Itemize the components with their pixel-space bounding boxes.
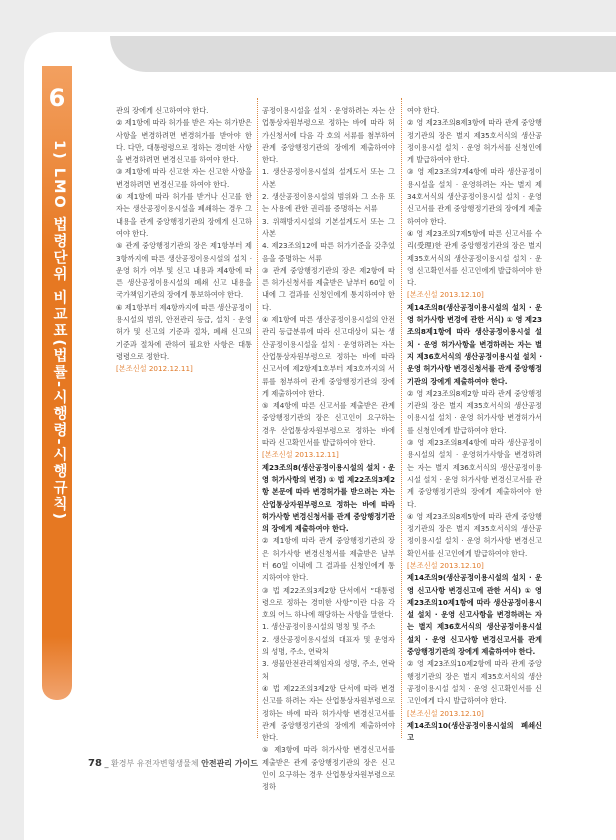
page-footer [88,758,258,769]
article-paragraph: 제14조의8(생산공정이용시설의 설치 · 운영 허가사항 변경에 관한 서식) ① 영 제23조의8제1항에 따라 생산공정이용시설 설치 · 운영 허가사항을 변경하려는 자는 별지 제36호서식의 생산공정이용시설 설치 · 운영 허가사항 변경신청서를 관계 중앙행정기관의 장에게 제출하여야 한다. [407,302,542,386]
paragraph: 4. 제23조의12에 따른 허가기준을 갖추었음을 증명하는 서류 [262,241,395,263]
amendment-note: [본조신설 2013.12.10] [407,560,484,570]
paragraph: ③ 제1항에 따라 신고한 자는 신고한 사항을 변경하려면 변경신고를 하여야 한다. [116,167,252,189]
paragraph: 공정이용시설을 설치 · 운영하려는 자는 산업통상자원부령으로 정하는 바에 따라 허가신청서에 다음 각 호의 서류를 첨부하여 관계 중앙행정기관의 장에게 제출하여야 한다. [262,106,395,165]
article-paragraph: 제14조의9(생산공정이용시설의 설치 · 운영 신고사항 변경신고에 관한 서식) ① 영 제23조의10제1항에 따라 생산공정이용시설 설치 · 운영 신고사항을 변경하려는 자는 별지 제36호서식의 생산공정이용시설 설치 · 운영 신고사항 변경신고서를 관계 중앙행정기관의 장에게 제출하여야 한다. [407,573,542,657]
article-paragraph: 제23조의8(생산공정이용시설의 설치 · 운영 허가사항의 변경) ① 법 제22조의3제2항 본문에 따라 변경허가를 받으려는 자는 산업통상자원부령으로 정하는 바에 따라 허가사항 변경신청서를 관계 중앙행정기관의 장에게 제출하여야 한다. [262,462,395,534]
amendment-note: [본조신설 2012.12.11] [116,364,193,374]
paragraph: ② 제1항에 따라 허가를 받은 자는 허가받은 사항을 변경하려면 변경허가를 받아야 한다. 다만, 대통령령으로 정하는 경미한 사항을 변경하려면 변경신고를 하여야 한다. [116,118,252,165]
paragraph: ④ 법 제22조의3제2항 단서에 따라 변경신고를 하려는 자는 산업통상자원부령으로 정하는 바에 따라 허가사항 변경신고서를 관계 중앙행정기관의 장에게 제출하여야 한다. [262,683,395,743]
paragraph: 3. 위해방지시설의 기본설계도서 또는 그 사본 [262,216,395,238]
column-law [116,105,252,376]
amendment-note: [본조신설 2013.12.10] [407,708,484,718]
column-divider [401,98,402,738]
page-number: 78 [88,758,102,769]
paragraph: 1. 생산공정이용시설의 명칭 및 주소 [262,622,376,632]
footer-publication: 환경부 유전자변형생물체 [111,759,199,768]
paragraph: 2. 생산공정이용시설의 대표자 및 운영자의 성명, 주소, 연락처 [262,634,395,657]
paragraph: ④ 영 제23조의7제5항에 따른 신고서를 수리(受理)한 관계 중앙행정기관의 장은 별지 제35호서식의 생산공정이용시설 설치 · 운영 신고확인서를 신고인에게 발급하여야 한다. [407,228,542,288]
amendment-note: [본조신설 2013.12.10] [407,290,484,300]
paragraph: 여야 한다. [407,106,440,115]
header-band [110,36,616,72]
paragraph: 3. 생물안전관리책임자의 성명, 주소, 연락처 [262,659,395,681]
column-decree [262,105,395,794]
paragraph: ④ 영 제23조의8제5항에 따라 관계 중앙행정기관의 장은 별지 제35호서식의 생산공정이용시설 설치 · 운영 허가사항 변경신고 확인서를 신고인에게 발급하여야 한다. [407,511,542,558]
paragraph: ③ 영 제23조의8제4항에 따라 생산공정이용시설의 설치 · 운영허가사항을 변경하려는 자는 별지 제36호서식의 생산공정이용시설 설치 · 운영 허가사항 변경신고서를 관계 중앙행정기관의 장에게 제출하여야 한다. [407,438,542,509]
paragraph: ② 영 제23조의10제2항에 따라 관계 중앙행정기관의 장은 별지 제35호서식의 생산공정이용시설 설치 · 운영 신고확인서를 신고인에게 다시 발급하여야 한다. [407,659,542,706]
paragraph: ② 제1항에 따라 관계 중앙행정기관의 장은 허가사항 변경신청서를 제출받은 날부터 60일 이내에 그 결과를 신청인에게 통지하여야 한다. [262,536,395,583]
paragraph: 1. 생산공정이용시설의 설계도서 또는 그 사본 [262,167,395,189]
paragraph: ④ 제1항에 따른 생산공정이용시설의 안전관리 등급분류에 따라 신고대상이 되는 생산공정이용시설을 설치 · 운영하려는 자는 산업통상자원부령으로 정하는 바에 따라 신고서에 제2항제1호부터 제3호까지의 서류를 첨부하여 관계 중앙행정기관의 장에게 제출하여야 한다. [262,315,395,398]
paragraph: ⑤ 제3항에 따라 허가사항 변경신고서를 제출받은 관계 중앙행정기관의 장은 신고인이 요구하는 경우 산업통상자원부령으로 정하 [262,745,395,792]
footer-separator: _ [104,759,109,768]
paragraph: ③ 영 제23조의7제4항에 따라 생산공정이용시설을 설치 · 운영하려는 자는 별지 제34호서식의 생산공정이용시설 설치 · 운영 신고서를 관계 중앙행정기관의 장에게 제출하여야 한다. [407,167,542,226]
paragraph: ⑤ 관계 중앙행정기관의 장은 제1항부터 제3항까지에 따른 생산공정이용시설의 설치 · 운영 허가 여부 및 신고 내용과 제4항에 따른 생산공정이용시설의 폐쇄 신고 내용을 국가책임기관의 장에게 통보하여야 한다. [116,241,252,300]
paragraph: 관의 장에게 신고하여야 한다. [116,106,209,115]
article-paragraph: 제14조의10(생산공정이용시설의 폐쇄신고 [407,720,542,743]
paragraph: ② 영 제23조의8제2항 따라 관계 중앙행정기관의 장은 별지 제35호서식의 생산공정이용시설 설치 · 운영 허가사항 변경허가서를 신청인에게 발급하여야 한다. [407,388,542,435]
paragraph: ② 영 제23조의8제3항에 따라 관계 중앙행정기관의 장은 별지 제35호서식의 생산공정이용시설 설치 · 운영 허가서를 신청인에게 발급하여야 한다. [407,118,542,165]
chapter-number: 6 [48,84,66,112]
paragraph: 2. 생산공정이용시설의 범위와 그 소유 또는 사용에 관한 권리를 증명하는 서류 [262,192,395,214]
section-title: 1) LMO 법령단위 비교표(법률-시행령-시행규칙) [51,140,67,522]
column-divider [257,98,258,738]
footer-guide-title: 안전관리 가이드 [201,759,259,768]
amendment-note: [본조신설 2013.12.11] [262,450,339,460]
paragraph: ③ 법 제22조의3제2항 단서에서 “대통령령으로 정하는 경미한 사항”이란 다음 각 호의 어느 하나에 해당하는 사항을 말한다. [262,585,395,620]
paragraph: ⑤ 제4항에 따른 신고서를 제출받은 관계 중앙행정기관의 장은 신고인이 요구하는 경우 산업통상자원부령으로 정하는 바에 따라 신고확인서를 발급하여야 한다. [262,401,395,448]
paragraph: ④ 제1항에 따라 허가를 받거나 신고를 한 자는 생산공정이용시설을 폐쇄하는 경우 그 내용을 관계 중앙행정기관의 장에게 신고하여야 한다. [116,192,252,238]
column-rule [407,105,542,744]
paragraph: ⑥ 제1항부터 제4항까지에 따른 생산공정이용시설의 범위, 안전관리 등급, 설치 · 운영 허가 및 신고의 기준과 절차, 폐쇄 신고의 기준과 절차에 관하여 필요한 사항은 대통령령으로 정한다. [116,302,252,361]
paragraph: ③ 관계 중앙행정기관의 장은 제2항에 따른 허가신청서를 제출받은 날부터 60일 이내에 그 결과를 신청인에게 통지하여야 한다. [262,265,395,312]
